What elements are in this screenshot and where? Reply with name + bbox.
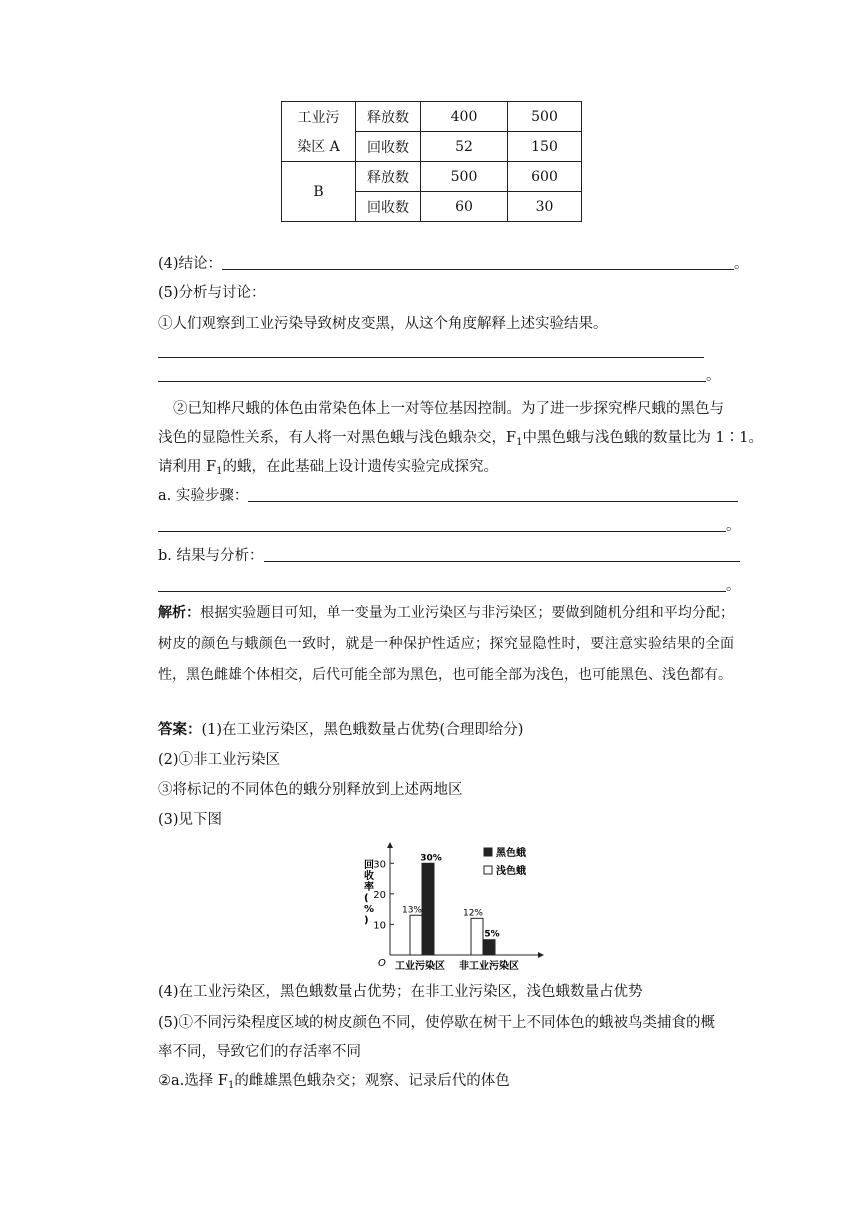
question-4 [158, 254, 749, 274]
text-span: 浅色的显隐性关系，有人将一对黑色蛾与浅色蛾杂交，F [158, 430, 517, 446]
question-5-item-2-line-3 [158, 457, 498, 482]
y-axis-label-char: % [364, 904, 375, 915]
table-cell: 工业污 [282, 102, 356, 132]
table-cell: 52 [421, 132, 508, 162]
data-label-light: 12% [462, 908, 484, 919]
table-cell: 回收数 [356, 192, 421, 222]
answer-2: (2)①非工业污染区 [158, 752, 281, 768]
category-label: 工业污染区 [395, 961, 445, 972]
legend-label: 黑色蛾 [496, 848, 526, 859]
question-5-item-2-line-2 [158, 428, 763, 453]
table-cell: 染区 A [282, 132, 356, 162]
answer-blank[interactable] [158, 357, 704, 358]
subscript: 1 [227, 1080, 235, 1091]
y-axis-label [364, 858, 374, 926]
table-cell: 释放数 [356, 162, 421, 192]
origin-label: O [378, 958, 386, 969]
answer-blank[interactable] [158, 577, 726, 592]
answer-5b [158, 1071, 510, 1096]
period: 。 [734, 256, 749, 272]
table-cell: 150 [508, 132, 582, 162]
question-5-item-2-line-1: ②已知桦尺蛾的体色由常染色体上一对等位基因控制。为了进一步探究桦尺蛾的黑色与 [173, 401, 724, 417]
answer-blank[interactable] [222, 255, 734, 270]
answer-label: 答案： [158, 721, 202, 738]
subscript: 1 [516, 437, 523, 448]
answer-text: (1)在工业污染区，黑色蛾数量占优势(合理即给分) [201, 722, 524, 738]
table-cell: 600 [508, 162, 582, 192]
table-cell: 500 [421, 162, 508, 192]
table-row [282, 162, 582, 192]
question-5-b [158, 546, 740, 566]
table-cell: 释放数 [356, 102, 421, 132]
legend-swatch-light [484, 866, 492, 874]
chart-legend [484, 846, 526, 877]
answer-blank[interactable] [248, 487, 738, 502]
question-4-label: (4)结论： [158, 256, 223, 272]
analysis-text: 根据实验题目可知，单一变量为工业污染区与非污染区；要做到随机分组和平均分配；树皮的颜色与蛾颜色一致时，就是一种保护性适应；探究显隐性时，要注意实验结果的全面性，黑色雌雄个体相交，后代可能全部为黑色，也可能全部为浅色，也可能黑色、浅色都有。 [158, 605, 735, 683]
answer-2b: ③将标记的不同体色的蛾分别释放到上述两地区 [158, 782, 463, 798]
bar-light [471, 918, 483, 955]
data-label-black: 5% [484, 929, 500, 940]
question-5-a-label: a. 实验步骤： [158, 488, 249, 504]
answer-5-line-1: (5)①不同污染程度区域的树皮颜色不同，使停歇在树干上不同体色的蛾被鸟类捕食的概 [158, 1015, 716, 1031]
data-label-light: 13% [401, 905, 423, 916]
legend-swatch-black [484, 848, 492, 856]
answer-4: (4)在工业污染区，黑色蛾数量占优势；在非工业污染区，浅色蛾数量占优势 [158, 984, 643, 1000]
table-cell: 30 [508, 192, 582, 222]
table-cell: 60 [421, 192, 508, 222]
bar-black [422, 863, 434, 955]
answer-blank-line [158, 366, 721, 386]
table-cell: 400 [421, 102, 508, 132]
text-span: ②a.选择 F [158, 1073, 228, 1089]
table-cell: 500 [508, 102, 582, 132]
y-axis-label-char: ) [364, 915, 369, 926]
data-label-black: 30% [420, 853, 442, 864]
question-5-label: (5)分析与讨论： [158, 285, 266, 301]
answer-blank[interactable] [158, 517, 726, 532]
text-span: 请利用 F [158, 459, 217, 475]
analysis-paragraph [158, 598, 734, 691]
answer-1 [158, 720, 523, 740]
analysis-label: 解析： [158, 605, 201, 621]
y-tick-label: 10 [373, 920, 386, 932]
y-tick-label: 20 [373, 889, 386, 901]
answer-blank-line [158, 576, 741, 596]
period: 。 [726, 578, 741, 594]
bar-light [410, 915, 422, 955]
answer-blank[interactable] [264, 547, 740, 562]
answer-blank-line [158, 516, 741, 536]
release-recapture-table [281, 101, 582, 222]
question-5-item-1: ①人们观察到工业污染导致树皮变黑，从这个角度解释上述实验结果。 [158, 316, 608, 332]
table-row [282, 132, 582, 162]
x-axis-arrow [538, 952, 544, 958]
y-tick-label: 30 [373, 859, 386, 871]
period: 。 [706, 368, 721, 384]
answer-5-line-2: 率不同，导致它们的存活率不同 [158, 1044, 361, 1060]
table-cell: 回收数 [356, 132, 421, 162]
question-5-a [158, 486, 738, 506]
y-axis-label-char: ( [364, 893, 369, 904]
period: 。 [726, 518, 741, 534]
text-span: 中黑色蛾与浅色蛾的数量比为 1∶1。 [522, 430, 763, 446]
category-label: 非工业污染区 [459, 961, 519, 972]
y-axis-label-char: 收 [364, 871, 374, 882]
bar-black [483, 940, 495, 955]
y-axis-arrow [387, 842, 393, 848]
table-cell: B [282, 162, 356, 222]
y-axis-label-char: 率 [364, 882, 374, 893]
answer-blank[interactable] [158, 367, 706, 382]
question-5-b-label: b. 结果与分析： [158, 548, 264, 564]
table-row [282, 102, 582, 132]
text-span: 的雌雄黑色蛾杂交；观察、记录后代的体色 [234, 1073, 510, 1089]
answer-3: (3)见下图 [158, 812, 223, 828]
recapture-rate-chart [350, 840, 550, 975]
text-span: 的蛾，在此基础上设计遗传实验完成探究。 [222, 459, 499, 475]
subscript: 1 [216, 466, 223, 477]
y-axis-label-char: 回 [364, 860, 374, 871]
legend-label: 浅色蛾 [496, 866, 526, 877]
